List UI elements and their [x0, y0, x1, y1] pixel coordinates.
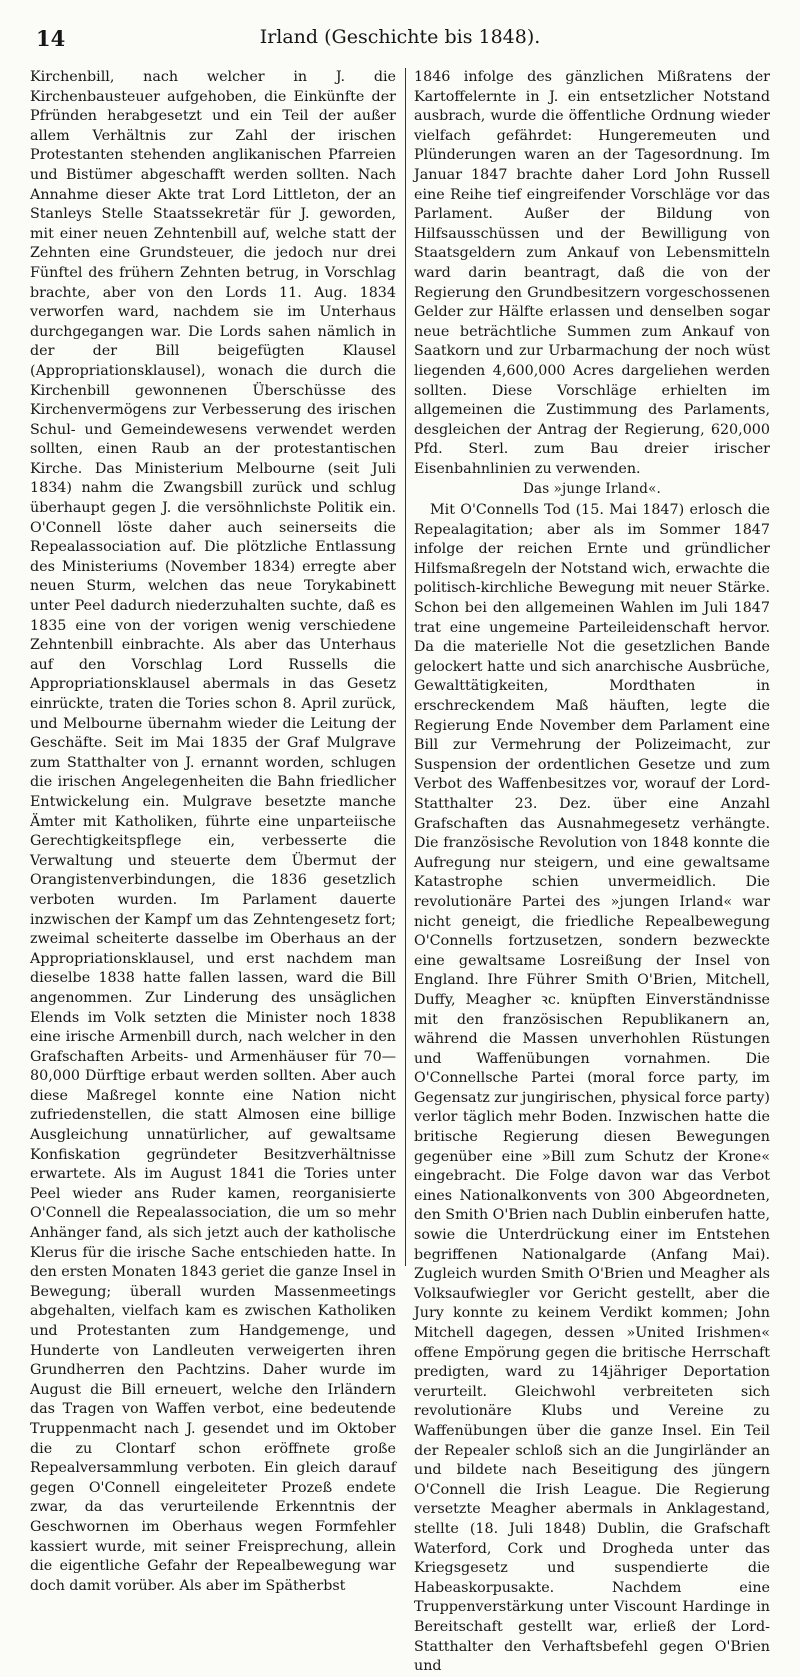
right-column — [414, 68, 770, 1675]
left-column — [30, 68, 396, 1594]
page-header — [28, 16, 772, 56]
right-column-paragraph-2: Mit O'Connells Tod (15. Mai 1847) erlosch die Repealagitation; aber als im Sommer 1847 infolge der reichen Ernte und gründlicher Hilfsmaßregeln der Notstand wich, erwachte die politisch-kirchliche Bewegung mit neuer Stärke. Schon bei den allgemeinen Wahlen im Juli 1847 trat eine ungemeine Parteileidenschaft hervor. Da die materielle Not die gesetzlichen Bande gelockert hatte und sich anarchische Ausbrüche, Gewalttätigkeiten, Mordthaten in erschreckendem Maß häuften, legte die Regierung Ende November dem Parlament eine Bill zur Vermehrung der Polizeimacht, zur Suspension der ordentlichen Gesetze und zum Verbot des Waffenbesitzes vor, worauf der Lord-Statthalter 23. Dez. über eine Anzahl Grafschaften das Ausnahmegesetz verhängte. Die französische Revolution von 1848 konnte die Aufregung nur steigern, und eine gewaltsame Katastrophe schien unvermeidlich. Die revolutionäre Partei des »jungen Irland« war nicht geneigt, die friedliche Repealbewegung O'Connells fortzusetzen, sondern bezweckte eine gewaltsame Losreißung der Insel von England. Ihre Führer Smith O'Brien, Mitchell, Duffy, Meagher ꝛc. knüpften Einverständnisse mit den französischen Republikanern an, während die Massen unverhohlen Rüstungen und Waffenübungen vornahmen. Die O'Connellsche Partei (moral force party, im Gegensatz zur jungirischen, physical force party) verlor täglich mehr Boden. Inzwischen hatte die britische Regierung diesen Bewegungen gegenüber eine »Bill zum Schutz der Krone« eingebracht. Die Folge davon war das Verbot eines Nationalkonvents von 300 Abgeordneten, den Smith O'Brien nach Dublin einberufen hatte, sowie die Unterdrückung einer im Entstehen begriffenen Nationalgarde (Anfang Mai). Zugleich wurden Smith O'Brien und Meagher als Volksaufwiegler vor Gericht gestellt, aber die Jury konnte zu keinem Verdikt kommen; John Mitchell dagegen, dessen »United Irishmen« offene Empörung gegen die britische Herrschaft predigten, ward zu 14jähriger Deportation verurteilt. Gleichwohl verbreiteten sich revolutionäre Klubs und Vereine zu Waffenübungen über die ganze Insel. Ein Teil der Repealer schloß sich an die Jungirländer an und bildete nach Beseitigung des jüngern O'Connell die Irish League. Die Regierung versetzte Meagher abermals in Anklagestand, stellte (18. Juli 1848) Dublin, die Grafschaft Waterford, Cork und Drogheda unter das Kriegsgesetz und suspendierte die Habeaskorpusakte. Nachdem eine Truppenverstärkung unter Viscount Hardinge in Bereitschaft gestellt war, erließ der Lord-Statthalter den Verhaftsbefehl gegen O'Brien und — [414, 502, 770, 1675]
right-column-paragraph-1: 1846 infolge des gänzlichen Mißratens der Kartoffelernte in J. ein entsetzlicher Notstand ausbrach, wurde die öffentliche Ordnung wieder vielfach gefährdet: Hungeremeuten und Plünderungen waren an der Tagesordnung. Im Januar 1847 brachte daher Lord John Russell eine Reihe tief eingreifender Vorschläge vor das Parlament. Außer der Bildung von Hilfsausschüssen und der Bewilligung von Staatsgeldern zum Ankauf von Lebensmitteln ward darin beantragt, daß die von der Regierung den Grundbesitzern vorgeschossenen Gelder zur Hälfte erlassen und denselben sogar neue beträchtliche Summen zum Ankauf von Saatkorn und zur Urbarmachung der noch wüst liegenden 4,600,000 Acres dargeliehen werden sollten. Diese Vorschläge erhielten im allgemeinen die Zustimmung des Parlaments, desgleichen der Antrag der Regierung, 620,000 Pfd. Sterl. zum Bau dreier irischer Eisenbahnlinien zu verwenden. — [414, 69, 770, 477]
page-number: 14 — [36, 26, 66, 51]
column-divider — [405, 68, 406, 1266]
section-heading: Das »junge Irland«. — [522, 481, 662, 498]
running-head: Irland (Geschichte bis 1848). — [259, 26, 541, 48]
left-column-paragraph: Kirchenbill, nach welcher in J. die Kirchenbausteuer aufgehoben, die Einkünfte der Pfründen herabgesetzt und ein Teil der außer allem Verhältnis zur Zahl der irischen Protestanten stehenden anglikanischen Pfarreien und Bistümer abgeschafft werden sollten. Nach Annahme dieser Akte trat Lord Littleton, der an Stanleys Stelle Staatssekretär für J. geworden, mit einer neuen Zehntenbill auf, welche statt der Zehnten eine Grundsteuer, die jedoch nur drei Fünftel des frühern Zehnten betrug, in Vorschlag brachte, aber von den Lords 11. Aug. 1834 verworfen ward, nachdem sie im Unterhaus durchgegangen war. Die Lords sahen nämlich in der der Bill beigefügten Klausel (Appropriationsklausel), wonach die durch die Kirchenbill gewonnenen Überschüsse des Kirchenvermögens zur Verbesserung des irischen Schul- und Gemeindewesens verwendet werden sollten, einen Raub an der protestantischen Kirche. Das Ministerium Melbourne (seit Juli 1834) nahm die Zwangsbill zurück und schlug überhaupt gegen J. die versöhnlichste Politik ein. O'Connell löste daher auch seinerseits die Repealassociation auf. Die plötzliche Entlassung des Ministeriums (November 1834) erregte aber neuen Sturm, welchen das neue Torykabinett unter Peel dadurch niederzuhalten suchte, daß es 1835 eine von der vorigen wenig verschiedene Zehntenbill einbrachte. Als aber das Unterhaus auf den Vorschlag Lord Russells die Appropriationsklausel abermals in das Gesetz einrückte, traten die Tories schon 8. April zurück, und Melbourne übernahm wieder die Leitung der Geschäfte. Seit im Mai 1835 der Graf Mulgrave zum Statthalter von J. ernannt worden, schlugen die irischen Angelegenheiten die Bahn friedlicher Entwickelung ein. Mulgrave besetzte manche Ämter mit Katholiken, führte eine unparteiische Gerechtigkeitspflege ein, verbesserte die Verwaltung und steuerte dem Übermut der Orangistenverbindungen, die 1836 gesetzlich verboten wurden. Im Parlament dauerte inzwischen der Kampf um das Zehntengesetz fort; zweimal scheiterte dasselbe im Oberhaus an der Appropriationsklausel, und erst nachdem man dieselbe 1838 hatte fallen lassen, ward die Bill angenommen. Zur Linderung des unsäglichen Elends im Volk setzten die Minister noch 1838 eine irische Armenbill durch, nach welcher in den Grafschaften Arbeits- und Armenhäuser für 70—80,000 Dürftige erbaut werden sollten. Aber auch diese Maßregel konnte eine Nation nicht zufriedenstellen, die statt Almosen eine billige Ausgleichung unnatürlicher, auf gewaltsame Konfiskation gegründeter Besitzverhältnisse erwartete. Als im August 1841 die Tories unter Peel wieder ans Ruder kamen, reorganisierte O'Connell die Repealassociation, die um so mehr Anhänger fand, als sich jetzt auch der katholische Klerus für die irische Sache entschieden hatte. In den ersten Monaten 1843 geriet die ganze Insel in Bewegung; überall wurden Massenmeetings abgehalten, vielfach kam es zwischen Katholiken und Protestanten zum Handgemenge, und Hunderte von Landleuten verweigerten ihren Grundherren den Pachtzins. Daher wurde im August die Bill erneuert, welche den Irländern das Tragen von Waffen verbot, eine bedeutende Truppenmacht nach J. gesendet und im Oktober die zu Clontarf schon eröffnete große Repealversammlung verboten. Ein gleich darauf gegen O'Connell eingeleiteter Prozeß endete zwar, da das verurteilende Erkenntnis der Geschwornen im Oberhaus wegen Formfehler kassiert wurde, mit seiner Freisprechung, allein die eigentliche Gefahr der Repealbewegung war doch damit vorüber. Als aber im Spätherbst — [30, 69, 396, 1594]
